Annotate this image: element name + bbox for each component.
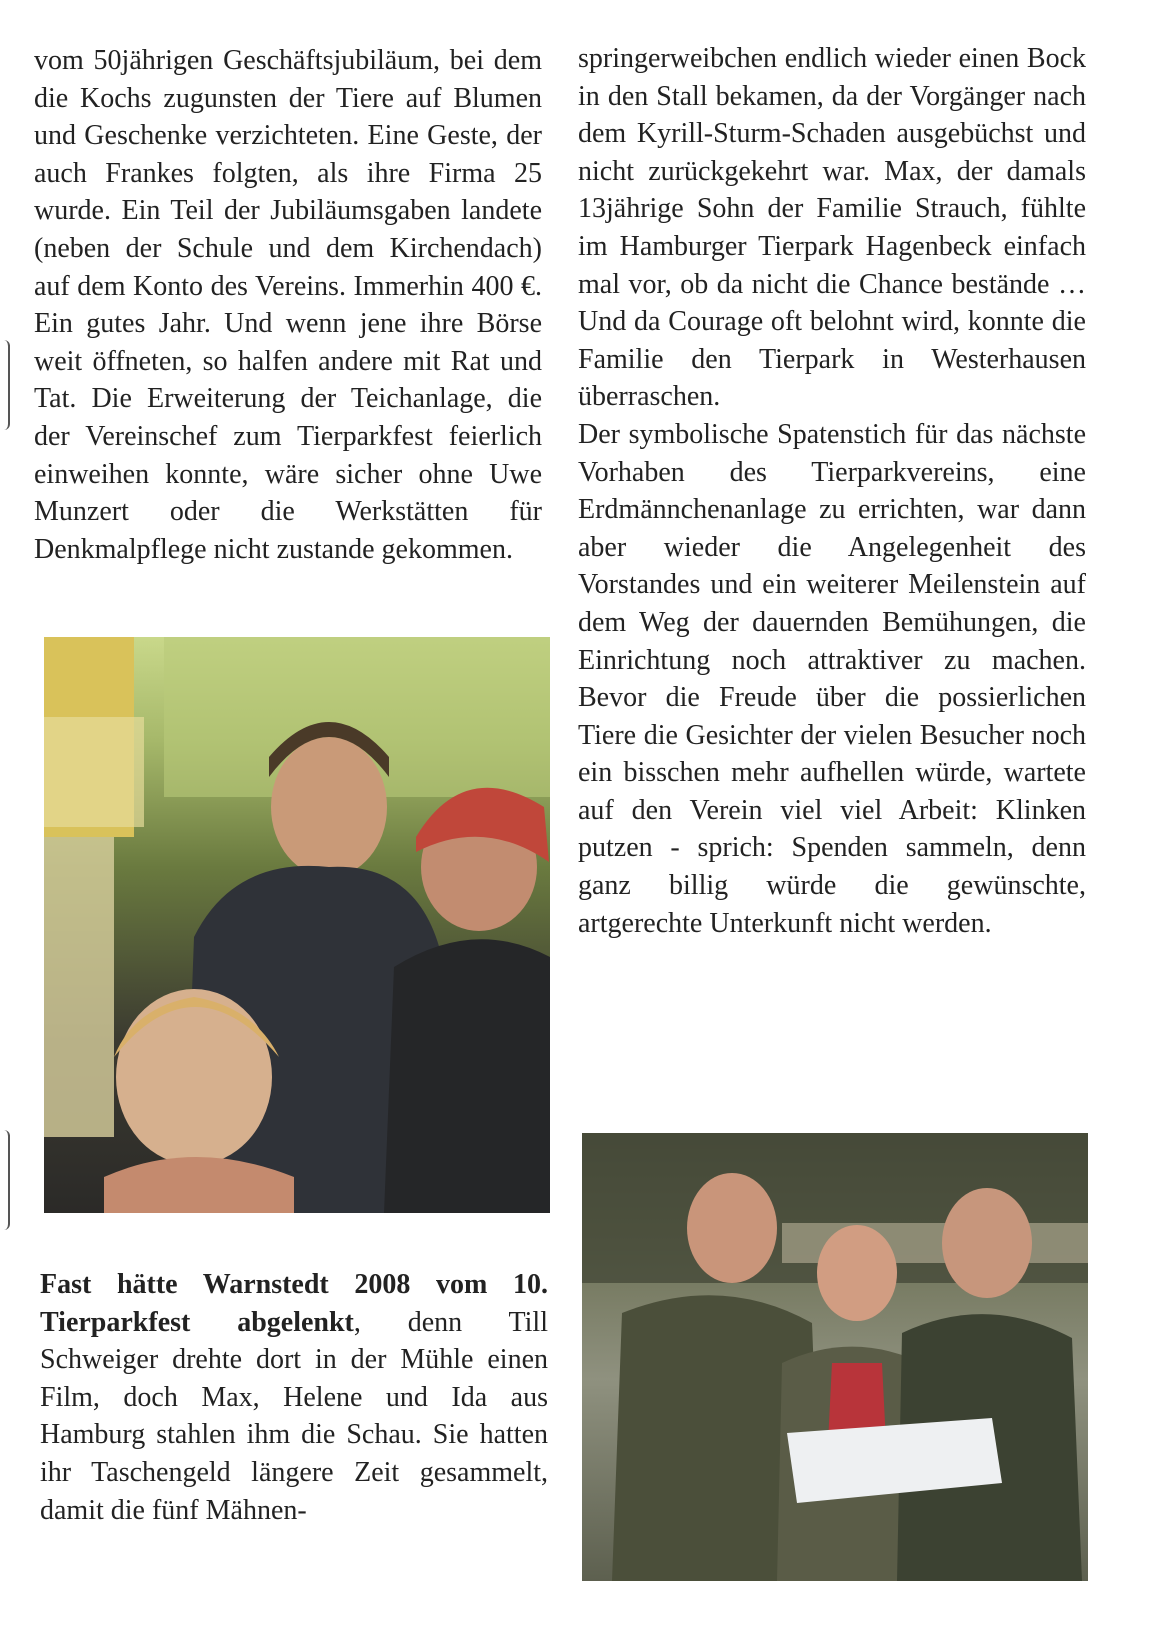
binding-edge-mark [0, 1130, 10, 1230]
binding-edge-mark [0, 340, 10, 430]
photo-children-illustration [44, 637, 550, 1213]
caption-text-block [40, 1266, 548, 1529]
photo-men-illustration [582, 1133, 1088, 1581]
left-paragraph: vom 50jährigen Geschäftsjubiläum, bei dem die Kochs zugunsten der Tiere auf Blumen und Geschenke verzichteten. Eine Geste, der auch Frankes folgten, als ihre Firma 25 wurde. Ein Teil der Jubiläumsgaben landete (neben der Schule und dem Kirchendach) auf dem Konto des Vereins. Immerhin 400 €. Ein gutes Jahr. Und wenn jene ihre Börse weit öffneten, so halfen andere mit Rat und Tat. Die Erweiterung der Teichanlage, die der Vereinschef zum Tierparkfest feierlich einweihen konnte, wäre sicher ohne Uwe Munzert oder die Werkstätten für Denkmalpflege nicht zustande gekommen. [34, 45, 542, 565]
right-paragraph-1: springerweibchen endlich wieder einen Bock in den Stall bekamen, da der Vorgänger nach dem Kyrill-Sturm-Schaden ausgebüchst und nicht zurückgekehrt war. Max, der damals 13jährige Sohn der Familie Strauch, fühlte im Hamburger Tierpark Hagenbeck einfach mal vor, ob da nicht die Chance bestände …Und da Courage oft belohnt wird, konnte die Familie den Tierpark in Westerhausen überraschen. [578, 43, 1086, 413]
caption-bold-lead: Fast hätte Warnstedt 2008 vom 10. Tierparkfest abgelenkt [40, 1269, 548, 1338]
photo-three-men-with-plan [582, 1133, 1088, 1581]
left-column [34, 42, 542, 568]
right-paragraph-2: Der symbolische Spatenstich für das nächste Vorhaben des Tierparkvereins, eine Erdmännchenanlage zu errichten, war dann aber wieder die Angelegenheit des Vorstandes und ein weiterer Meilenstein auf dem Weg der dauernden Bemühungen, die Einrichtung noch attraktiver zu machen. Bevor die Freude über die possierlichen Tiere die Gesichter der vielen Besucher noch ein bisschen mehr aufhellen würde, wartete auf den Verein viel viel Arbeit: Klinken putzen - sprich: Spenden sammeln, denn ganz billig würde die gewünschte, artgerechte Unterkunft nicht werden. [578, 418, 1086, 939]
photo-children-at-zoo [44, 637, 550, 1213]
right-column [578, 40, 1086, 942]
caption-text: , denn Till Schweiger drehte dort in der Mühle einen Film, doch Max, Helene und Ida aus Hamburg stahlen ihm die Schau. Sie hatten ihr Taschengeld längere Zeit gesammelt, damit die fünf Mähnen- [40, 1306, 548, 1526]
